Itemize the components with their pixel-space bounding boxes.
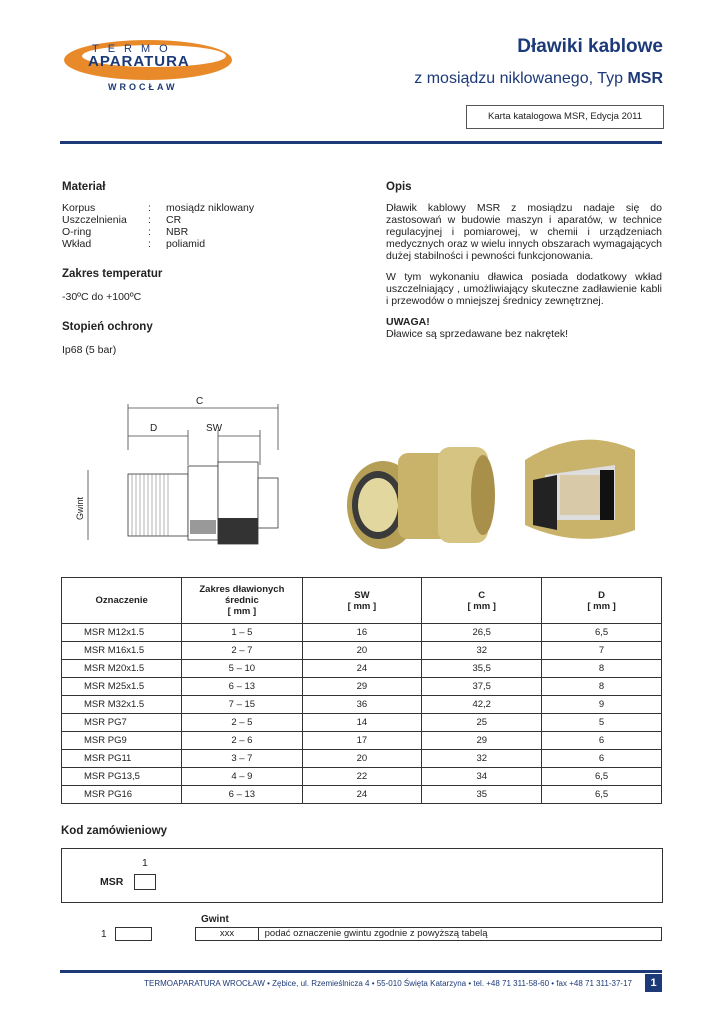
cell-d: 7 — [542, 642, 662, 660]
dim-d-label: D — [150, 423, 158, 434]
cell-name: MSR PG7 — [62, 714, 182, 732]
footer-divider — [60, 970, 662, 973]
material-table — [62, 202, 286, 250]
table-row — [62, 786, 662, 804]
cell-d: 9 — [542, 696, 662, 714]
col-c-header: C [ mm ] — [422, 578, 542, 624]
cell-name: MSR M12x1.5 — [62, 624, 182, 642]
cell-range: 7 – 15 — [182, 696, 302, 714]
temperature-value: -30ºC do +100ºC — [62, 291, 142, 303]
cell-range: 5 – 10 — [182, 660, 302, 678]
thread-row-code: xxx — [196, 928, 259, 940]
cell-c: 32 — [422, 750, 542, 768]
table-row — [62, 714, 662, 732]
table-row — [62, 768, 662, 786]
thread-label: Gwint — [75, 496, 85, 520]
cell-sw: 14 — [302, 714, 422, 732]
catalog-card-box: Karta katalogowa MSR, Edycja 2011 — [466, 105, 664, 129]
cell-c: 35 — [422, 786, 542, 804]
table-row — [62, 624, 662, 642]
order-code-heading: Kod zamówieniowy — [61, 825, 168, 837]
cell-sw: 20 — [302, 642, 422, 660]
cell-d: 6,5 — [542, 624, 662, 642]
description-body — [386, 202, 662, 340]
material-sep: : — [148, 226, 151, 238]
thread-row — [195, 927, 662, 941]
description-paragraph-2: W tym wykonaniu dławica posiada dodatkowy wkład uszczelniający , umożliwiający skuteczne zadławienie kabli i przewodów o mniejszej średnicy zewnętrznej. — [386, 271, 662, 307]
document-subtitle — [414, 70, 663, 88]
warning-text: Dławice są sprzedawane bez nakrętek! — [386, 328, 569, 340]
col-sw-header: SW [ mm ] — [302, 578, 422, 624]
material-row — [62, 226, 286, 238]
dim-c-label: C — [196, 396, 204, 407]
material-value: poliamid — [166, 238, 206, 250]
cell-d: 6 — [542, 750, 662, 768]
description-paragraph-1: Dławik kablowy MSR z mosiądzu nadaje się do zastosowań w budowie maszyn i aparatów, w technice regulacyjnej i pomiarowej, w chemii i urządzeniach medycznych oraz w wielu innych obszarach wymagających dużej stabilności i pewności funkcjonowania. — [386, 202, 662, 262]
order-code-box — [61, 848, 663, 903]
cell-sw: 22 — [302, 768, 422, 786]
cell-name: MSR PG16 — [62, 786, 182, 804]
table-row — [62, 696, 662, 714]
material-name: O-ring — [62, 226, 92, 238]
cell-d: 6,5 — [542, 768, 662, 786]
cell-d: 6,5 — [542, 786, 662, 804]
warning-title: UWAGA! — [386, 316, 430, 328]
cell-sw: 24 — [302, 786, 422, 804]
cell-name: MSR M16x1.5 — [62, 642, 182, 660]
product-render-closed — [338, 425, 498, 555]
cell-range: 6 – 13 — [182, 678, 302, 696]
order-code-prefix: MSR — [100, 876, 124, 888]
cell-range: 2 – 5 — [182, 714, 302, 732]
cell-range: 4 – 9 — [182, 768, 302, 786]
col-range-header: Zakres dławionych średnic [ mm ] — [182, 578, 302, 624]
material-sep: : — [148, 202, 151, 214]
material-heading: Materiał — [62, 181, 106, 193]
cell-range: 3 – 7 — [182, 750, 302, 768]
material-value: mosiądz niklowany — [166, 202, 255, 214]
cell-c: 34 — [422, 768, 542, 786]
cell-name: MSR PG11 — [62, 750, 182, 768]
cell-c: 26,5 — [422, 624, 542, 642]
temperature-heading: Zakres temperatur — [62, 268, 163, 280]
description-heading: Opis — [386, 181, 412, 193]
table-header-row — [62, 578, 662, 624]
table-row — [62, 642, 662, 660]
cell-name: MSR M25x1.5 — [62, 678, 182, 696]
table-row — [62, 750, 662, 768]
cell-range: 2 – 7 — [182, 642, 302, 660]
logo-main-text: APARATURA — [88, 53, 190, 70]
dim-sw-label: SW — [206, 423, 223, 434]
material-name: Korpus — [62, 202, 96, 214]
table-row — [62, 660, 662, 678]
cell-name: MSR M20x1.5 — [62, 660, 182, 678]
material-row — [62, 214, 286, 226]
cell-sw: 20 — [302, 750, 422, 768]
logo-bottom-text: WROCŁAW — [108, 82, 178, 92]
subtitle-type: MSR — [627, 70, 663, 87]
order-code-index: 1 — [142, 857, 148, 869]
material-value: CR — [166, 214, 182, 226]
material-name: Uszczelnienia — [62, 214, 127, 226]
cell-d: 8 — [542, 678, 662, 696]
material-sep: : — [148, 214, 151, 226]
temperature-section — [62, 268, 162, 303]
table-row — [62, 678, 662, 696]
cell-d: 6 — [542, 732, 662, 750]
cell-range: 1 – 5 — [182, 624, 302, 642]
protection-section — [62, 321, 153, 356]
footer-text: TERMOAPARATURA WROCŁAW • Zębice, ul. Rzemieślnicza 4 • 55-010 Święta Katarzyna • tel. +48 71 311-58-60 • fax +48 71 311-37-17 — [144, 979, 632, 988]
cell-sw: 24 — [302, 660, 422, 678]
header-divider — [60, 141, 662, 144]
cell-c: 35,5 — [422, 660, 542, 678]
logo-top-text: TERMO — [92, 43, 177, 55]
cell-sw: 16 — [302, 624, 422, 642]
material-row — [62, 238, 286, 250]
cell-c: 37,5 — [422, 678, 542, 696]
material-name: Wkład — [62, 238, 92, 250]
cell-name: MSR PG13,5 — [62, 768, 182, 786]
cell-c: 32 — [422, 642, 542, 660]
table-row — [62, 732, 662, 750]
company-logo — [58, 38, 233, 96]
page-number: 1 — [645, 974, 662, 992]
thread-row-desc: podać oznaczenie gwintu zgodnie z powyższą tabelą — [264, 928, 488, 939]
material-section — [62, 181, 286, 250]
thread-heading: Gwint — [201, 914, 229, 925]
thread-row-slot[interactable] — [115, 927, 152, 941]
col-d-header: D [ mm ] — [542, 578, 662, 624]
cell-c: 29 — [422, 732, 542, 750]
product-render-section — [505, 420, 655, 555]
cell-name: MSR PG9 — [62, 732, 182, 750]
material-value: NBR — [166, 226, 189, 238]
material-row — [62, 202, 286, 214]
cell-d: 5 — [542, 714, 662, 732]
material-sep: : — [148, 238, 151, 250]
cell-range: 2 – 6 — [182, 732, 302, 750]
cell-d: 8 — [542, 660, 662, 678]
subtitle-prefix: z mosiądzu niklowanego, Typ — [414, 70, 628, 87]
cell-name: MSR M32x1.5 — [62, 696, 182, 714]
order-code-slot[interactable] — [134, 874, 156, 890]
technical-drawing — [70, 390, 290, 560]
protection-value: Ip68 (5 bar) — [62, 344, 117, 356]
document-title: Dławiki kablowe — [517, 36, 663, 57]
thread-row-index: 1 — [101, 929, 107, 940]
protection-heading: Stopień ochrony — [62, 321, 153, 333]
cell-sw: 17 — [302, 732, 422, 750]
specification-table — [61, 577, 662, 804]
cell-range: 6 – 13 — [182, 786, 302, 804]
cell-c: 42,2 — [422, 696, 542, 714]
cell-sw: 36 — [302, 696, 422, 714]
cell-sw: 29 — [302, 678, 422, 696]
cell-c: 25 — [422, 714, 542, 732]
col-name-header: Oznaczenie — [62, 578, 182, 624]
